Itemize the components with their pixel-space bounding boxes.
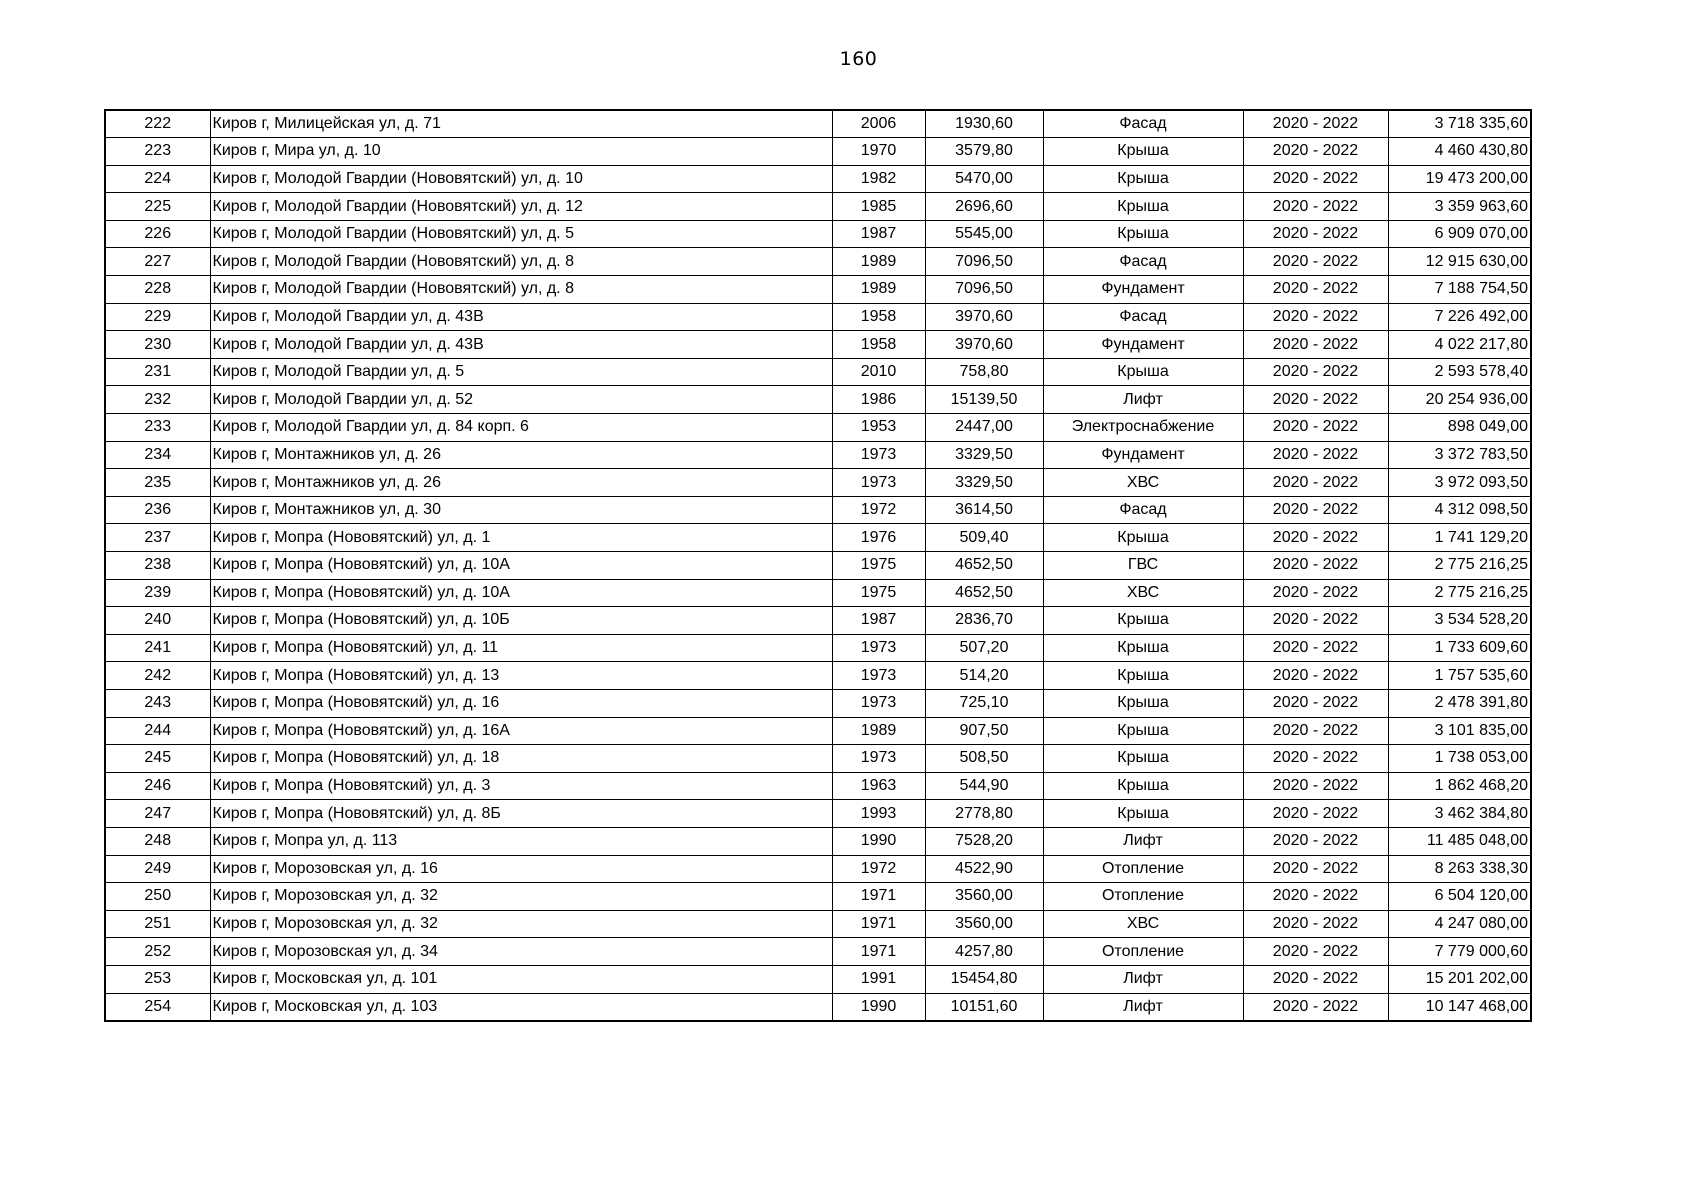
address-cell: Киров г, Мопра (Нововятский) ул, д. 11 xyxy=(210,634,832,662)
period-cell: 2020 - 2022 xyxy=(1243,855,1388,883)
area-cell: 3579,80 xyxy=(925,138,1043,166)
year-built-cell: 1973 xyxy=(832,441,925,469)
work-type-cell: Крыша xyxy=(1043,524,1243,552)
work-type-cell: Лифт xyxy=(1043,965,1243,993)
work-type-cell: Отопление xyxy=(1043,883,1243,911)
table-row xyxy=(105,855,1531,883)
row-number-cell: 231 xyxy=(105,358,210,386)
address-cell: Киров г, Монтажников ул, д. 26 xyxy=(210,441,832,469)
row-number-cell: 253 xyxy=(105,965,210,993)
address-cell: Киров г, Мопра (Нововятский) ул, д. 16А xyxy=(210,717,832,745)
address-cell: Киров г, Молодой Гвардии (Нововятский) ул, д. 12 xyxy=(210,193,832,221)
row-number-cell: 223 xyxy=(105,138,210,166)
row-number-cell: 237 xyxy=(105,524,210,552)
year-built-cell: 1985 xyxy=(832,193,925,221)
period-cell: 2020 - 2022 xyxy=(1243,138,1388,166)
address-cell: Киров г, Милицейская ул, д. 71 xyxy=(210,110,832,138)
work-type-cell: Крыша xyxy=(1043,165,1243,193)
period-cell: 2020 - 2022 xyxy=(1243,827,1388,855)
table-row xyxy=(105,524,1531,552)
area-cell: 4652,50 xyxy=(925,552,1043,580)
row-number-cell: 242 xyxy=(105,662,210,690)
year-built-cell: 1963 xyxy=(832,772,925,800)
table-row xyxy=(105,800,1531,828)
work-type-cell: ХВС xyxy=(1043,579,1243,607)
cost-cell: 3 462 384,80 xyxy=(1388,800,1531,828)
area-cell: 4652,50 xyxy=(925,579,1043,607)
period-cell: 2020 - 2022 xyxy=(1243,331,1388,359)
row-number-cell: 240 xyxy=(105,607,210,635)
period-cell: 2020 - 2022 xyxy=(1243,772,1388,800)
area-cell: 2696,60 xyxy=(925,193,1043,221)
table-row xyxy=(105,993,1531,1021)
cost-cell: 6 504 120,00 xyxy=(1388,883,1531,911)
table-row xyxy=(105,110,1531,138)
address-cell: Киров г, Морозовская ул, д. 32 xyxy=(210,883,832,911)
area-cell: 509,40 xyxy=(925,524,1043,552)
period-cell: 2020 - 2022 xyxy=(1243,745,1388,773)
row-number-cell: 235 xyxy=(105,469,210,497)
year-built-cell: 1987 xyxy=(832,607,925,635)
period-cell: 2020 - 2022 xyxy=(1243,469,1388,497)
period-cell: 2020 - 2022 xyxy=(1243,910,1388,938)
table-row xyxy=(105,634,1531,662)
year-built-cell: 2006 xyxy=(832,110,925,138)
cost-cell: 4 460 430,80 xyxy=(1388,138,1531,166)
table-row xyxy=(105,552,1531,580)
work-type-cell: Отопление xyxy=(1043,855,1243,883)
cost-cell: 1 738 053,00 xyxy=(1388,745,1531,773)
address-cell: Киров г, Молодой Гвардии ул, д. 5 xyxy=(210,358,832,386)
work-type-cell: Лифт xyxy=(1043,386,1243,414)
row-number-cell: 249 xyxy=(105,855,210,883)
area-cell: 3614,50 xyxy=(925,496,1043,524)
row-number-cell: 230 xyxy=(105,331,210,359)
year-built-cell: 1973 xyxy=(832,745,925,773)
work-type-cell: Фасад xyxy=(1043,496,1243,524)
table-row xyxy=(105,386,1531,414)
table-row xyxy=(105,938,1531,966)
work-type-cell: Крыша xyxy=(1043,689,1243,717)
area-cell: 7096,50 xyxy=(925,248,1043,276)
period-cell: 2020 - 2022 xyxy=(1243,165,1388,193)
year-built-cell: 1993 xyxy=(832,800,925,828)
year-built-cell: 1986 xyxy=(832,386,925,414)
table-row xyxy=(105,772,1531,800)
period-cell: 2020 - 2022 xyxy=(1243,579,1388,607)
cost-cell: 3 359 963,60 xyxy=(1388,193,1531,221)
table-row xyxy=(105,745,1531,773)
row-number-cell: 243 xyxy=(105,689,210,717)
address-cell: Киров г, Молодой Гвардии (Нововятский) ул, д. 10 xyxy=(210,165,832,193)
table-row xyxy=(105,331,1531,359)
address-cell: Киров г, Молодой Гвардии (Нововятский) ул, д. 8 xyxy=(210,248,832,276)
year-built-cell: 1973 xyxy=(832,689,925,717)
year-built-cell: 1971 xyxy=(832,938,925,966)
work-type-cell: Крыша xyxy=(1043,634,1243,662)
row-number-cell: 225 xyxy=(105,193,210,221)
address-cell: Киров г, Мопра (Нововятский) ул, д. 10Б xyxy=(210,607,832,635)
work-type-cell: Фундамент xyxy=(1043,441,1243,469)
address-cell: Киров г, Монтажников ул, д. 26 xyxy=(210,469,832,497)
area-cell: 15139,50 xyxy=(925,386,1043,414)
row-number-cell: 252 xyxy=(105,938,210,966)
cost-cell: 4 312 098,50 xyxy=(1388,496,1531,524)
area-cell: 3329,50 xyxy=(925,469,1043,497)
registry-table xyxy=(104,109,1532,1022)
row-number-cell: 244 xyxy=(105,717,210,745)
cost-cell: 1 862 468,20 xyxy=(1388,772,1531,800)
page-number: 160 xyxy=(839,48,878,70)
period-cell: 2020 - 2022 xyxy=(1243,496,1388,524)
cost-cell: 15 201 202,00 xyxy=(1388,965,1531,993)
address-cell: Киров г, Молодой Гвардии ул, д. 43В xyxy=(210,331,832,359)
table-row xyxy=(105,607,1531,635)
cost-cell: 2 478 391,80 xyxy=(1388,689,1531,717)
area-cell: 725,10 xyxy=(925,689,1043,717)
year-built-cell: 1990 xyxy=(832,827,925,855)
area-cell: 514,20 xyxy=(925,662,1043,690)
year-built-cell: 1975 xyxy=(832,552,925,580)
row-number-cell: 248 xyxy=(105,827,210,855)
address-cell: Киров г, Мопра (Нововятский) ул, д. 13 xyxy=(210,662,832,690)
cost-cell: 12 915 630,00 xyxy=(1388,248,1531,276)
period-cell: 2020 - 2022 xyxy=(1243,524,1388,552)
year-built-cell: 1958 xyxy=(832,331,925,359)
table-row xyxy=(105,138,1531,166)
cost-cell: 2 775 216,25 xyxy=(1388,579,1531,607)
period-cell: 2020 - 2022 xyxy=(1243,386,1388,414)
table-row xyxy=(105,441,1531,469)
period-cell: 2020 - 2022 xyxy=(1243,358,1388,386)
work-type-cell: Электроснабжение xyxy=(1043,414,1243,442)
area-cell: 4522,90 xyxy=(925,855,1043,883)
cost-cell: 20 254 936,00 xyxy=(1388,386,1531,414)
period-cell: 2020 - 2022 xyxy=(1243,414,1388,442)
table-row xyxy=(105,414,1531,442)
cost-cell: 7 226 492,00 xyxy=(1388,303,1531,331)
cost-cell: 3 534 528,20 xyxy=(1388,607,1531,635)
table-row xyxy=(105,910,1531,938)
row-number-cell: 241 xyxy=(105,634,210,662)
table-row xyxy=(105,827,1531,855)
year-built-cell: 1972 xyxy=(832,496,925,524)
area-cell: 3560,00 xyxy=(925,910,1043,938)
period-cell: 2020 - 2022 xyxy=(1243,993,1388,1021)
year-built-cell: 1971 xyxy=(832,883,925,911)
address-cell: Киров г, Мопра (Нововятский) ул, д. 3 xyxy=(210,772,832,800)
work-type-cell: ГВС xyxy=(1043,552,1243,580)
period-cell: 2020 - 2022 xyxy=(1243,552,1388,580)
cost-cell: 3 972 093,50 xyxy=(1388,469,1531,497)
address-cell: Киров г, Молодой Гвардии ул, д. 52 xyxy=(210,386,832,414)
year-built-cell: 1971 xyxy=(832,910,925,938)
row-number-cell: 234 xyxy=(105,441,210,469)
row-number-cell: 224 xyxy=(105,165,210,193)
address-cell: Киров г, Мопра (Нововятский) ул, д. 10А xyxy=(210,552,832,580)
work-type-cell: Крыша xyxy=(1043,220,1243,248)
work-type-cell: Фундамент xyxy=(1043,331,1243,359)
row-number-cell: 251 xyxy=(105,910,210,938)
cost-cell: 19 473 200,00 xyxy=(1388,165,1531,193)
area-cell: 7528,20 xyxy=(925,827,1043,855)
cost-cell: 1 741 129,20 xyxy=(1388,524,1531,552)
cost-cell: 2 775 216,25 xyxy=(1388,552,1531,580)
year-built-cell: 1987 xyxy=(832,220,925,248)
work-type-cell: Крыша xyxy=(1043,358,1243,386)
table-row xyxy=(105,303,1531,331)
row-number-cell: 233 xyxy=(105,414,210,442)
period-cell: 2020 - 2022 xyxy=(1243,883,1388,911)
year-built-cell: 1976 xyxy=(832,524,925,552)
work-type-cell: Крыша xyxy=(1043,772,1243,800)
row-number-cell: 227 xyxy=(105,248,210,276)
row-number-cell: 232 xyxy=(105,386,210,414)
address-cell: Киров г, Мопра (Нововятский) ул, д. 16 xyxy=(210,689,832,717)
table-row xyxy=(105,717,1531,745)
table-row xyxy=(105,358,1531,386)
period-cell: 2020 - 2022 xyxy=(1243,248,1388,276)
cost-cell: 6 909 070,00 xyxy=(1388,220,1531,248)
table-row xyxy=(105,689,1531,717)
table-row xyxy=(105,165,1531,193)
period-cell: 2020 - 2022 xyxy=(1243,689,1388,717)
cost-cell: 4 022 217,80 xyxy=(1388,331,1531,359)
address-cell: Киров г, Морозовская ул, д. 34 xyxy=(210,938,832,966)
period-cell: 2020 - 2022 xyxy=(1243,276,1388,304)
year-built-cell: 1975 xyxy=(832,579,925,607)
row-number-cell: 236 xyxy=(105,496,210,524)
address-cell: Киров г, Монтажников ул, д. 30 xyxy=(210,496,832,524)
year-built-cell: 1973 xyxy=(832,662,925,690)
year-built-cell: 1973 xyxy=(832,469,925,497)
year-built-cell: 1982 xyxy=(832,165,925,193)
row-number-cell: 228 xyxy=(105,276,210,304)
table-row xyxy=(105,220,1531,248)
table-row xyxy=(105,579,1531,607)
table-row xyxy=(105,248,1531,276)
table-row xyxy=(105,883,1531,911)
work-type-cell: Крыша xyxy=(1043,607,1243,635)
area-cell: 7096,50 xyxy=(925,276,1043,304)
row-number-cell: 246 xyxy=(105,772,210,800)
work-type-cell: Фасад xyxy=(1043,303,1243,331)
address-cell: Киров г, Молодой Гвардии (Нововятский) ул, д. 8 xyxy=(210,276,832,304)
row-number-cell: 238 xyxy=(105,552,210,580)
area-cell: 907,50 xyxy=(925,717,1043,745)
address-cell: Киров г, Молодой Гвардии ул, д. 84 корп. 6 xyxy=(210,414,832,442)
area-cell: 5470,00 xyxy=(925,165,1043,193)
area-cell: 3970,60 xyxy=(925,331,1043,359)
cost-cell: 1 733 609,60 xyxy=(1388,634,1531,662)
year-built-cell: 1973 xyxy=(832,634,925,662)
work-type-cell: Крыша xyxy=(1043,138,1243,166)
year-built-cell: 1972 xyxy=(832,855,925,883)
work-type-cell: Фундамент xyxy=(1043,276,1243,304)
row-number-cell: 247 xyxy=(105,800,210,828)
row-number-cell: 245 xyxy=(105,745,210,773)
cost-cell: 11 485 048,00 xyxy=(1388,827,1531,855)
area-cell: 10151,60 xyxy=(925,993,1043,1021)
area-cell: 5545,00 xyxy=(925,220,1043,248)
area-cell: 1930,60 xyxy=(925,110,1043,138)
area-cell: 15454,80 xyxy=(925,965,1043,993)
row-number-cell: 254 xyxy=(105,993,210,1021)
cost-cell: 2 593 578,40 xyxy=(1388,358,1531,386)
table-row xyxy=(105,276,1531,304)
table-row xyxy=(105,662,1531,690)
table-row xyxy=(105,965,1531,993)
address-cell: Киров г, Морозовская ул, д. 32 xyxy=(210,910,832,938)
work-type-cell: Крыша xyxy=(1043,745,1243,773)
registry-table-body xyxy=(105,110,1531,1021)
cost-cell: 1 757 535,60 xyxy=(1388,662,1531,690)
year-built-cell: 1991 xyxy=(832,965,925,993)
address-cell: Киров г, Молодой Гвардии (Нововятский) ул, д. 5 xyxy=(210,220,832,248)
address-cell: Киров г, Мопра (Нововятский) ул, д. 10А xyxy=(210,579,832,607)
period-cell: 2020 - 2022 xyxy=(1243,110,1388,138)
cost-cell: 10 147 468,00 xyxy=(1388,993,1531,1021)
period-cell: 2020 - 2022 xyxy=(1243,800,1388,828)
work-type-cell: Фасад xyxy=(1043,110,1243,138)
cost-cell: 3 101 835,00 xyxy=(1388,717,1531,745)
address-cell: Киров г, Молодой Гвардии ул, д. 43В xyxy=(210,303,832,331)
row-number-cell: 222 xyxy=(105,110,210,138)
cost-cell: 3 718 335,60 xyxy=(1388,110,1531,138)
work-type-cell: Лифт xyxy=(1043,993,1243,1021)
work-type-cell: ХВС xyxy=(1043,469,1243,497)
address-cell: Киров г, Московская ул, д. 101 xyxy=(210,965,832,993)
row-number-cell: 250 xyxy=(105,883,210,911)
address-cell: Киров г, Мопра (Нововятский) ул, д. 18 xyxy=(210,745,832,773)
period-cell: 2020 - 2022 xyxy=(1243,634,1388,662)
area-cell: 758,80 xyxy=(925,358,1043,386)
address-cell: Киров г, Морозовская ул, д. 16 xyxy=(210,855,832,883)
area-cell: 3560,00 xyxy=(925,883,1043,911)
period-cell: 2020 - 2022 xyxy=(1243,965,1388,993)
cost-cell: 7 779 000,60 xyxy=(1388,938,1531,966)
row-number-cell: 226 xyxy=(105,220,210,248)
period-cell: 2020 - 2022 xyxy=(1243,441,1388,469)
work-type-cell: ХВС xyxy=(1043,910,1243,938)
year-built-cell: 1989 xyxy=(832,276,925,304)
area-cell: 3329,50 xyxy=(925,441,1043,469)
period-cell: 2020 - 2022 xyxy=(1243,607,1388,635)
address-cell: Киров г, Московская ул, д. 103 xyxy=(210,993,832,1021)
year-built-cell: 2010 xyxy=(832,358,925,386)
cost-cell: 3 372 783,50 xyxy=(1388,441,1531,469)
area-cell: 4257,80 xyxy=(925,938,1043,966)
work-type-cell: Крыша xyxy=(1043,717,1243,745)
work-type-cell: Отопление xyxy=(1043,938,1243,966)
period-cell: 2020 - 2022 xyxy=(1243,303,1388,331)
row-number-cell: 239 xyxy=(105,579,210,607)
address-cell: Киров г, Мопра (Нововятский) ул, д. 8Б xyxy=(210,800,832,828)
period-cell: 2020 - 2022 xyxy=(1243,717,1388,745)
area-cell: 507,20 xyxy=(925,634,1043,662)
address-cell: Киров г, Мопра ул, д. 113 xyxy=(210,827,832,855)
work-type-cell: Лифт xyxy=(1043,827,1243,855)
area-cell: 2447,00 xyxy=(925,414,1043,442)
table-row xyxy=(105,496,1531,524)
year-built-cell: 1989 xyxy=(832,717,925,745)
work-type-cell: Крыша xyxy=(1043,193,1243,221)
year-built-cell: 1989 xyxy=(832,248,925,276)
area-cell: 508,50 xyxy=(925,745,1043,773)
period-cell: 2020 - 2022 xyxy=(1243,662,1388,690)
work-type-cell: Крыша xyxy=(1043,800,1243,828)
cost-cell: 8 263 338,30 xyxy=(1388,855,1531,883)
period-cell: 2020 - 2022 xyxy=(1243,938,1388,966)
year-built-cell: 1953 xyxy=(832,414,925,442)
table-row xyxy=(105,469,1531,497)
period-cell: 2020 - 2022 xyxy=(1243,193,1388,221)
cost-cell: 7 188 754,50 xyxy=(1388,276,1531,304)
year-built-cell: 1958 xyxy=(832,303,925,331)
year-built-cell: 1970 xyxy=(832,138,925,166)
area-cell: 544,90 xyxy=(925,772,1043,800)
address-cell: Киров г, Мира ул, д. 10 xyxy=(210,138,832,166)
work-type-cell: Крыша xyxy=(1043,662,1243,690)
cost-cell: 4 247 080,00 xyxy=(1388,910,1531,938)
area-cell: 2836,70 xyxy=(925,607,1043,635)
row-number-cell: 229 xyxy=(105,303,210,331)
table-row xyxy=(105,193,1531,221)
period-cell: 2020 - 2022 xyxy=(1243,220,1388,248)
year-built-cell: 1990 xyxy=(832,993,925,1021)
work-type-cell: Фасад xyxy=(1043,248,1243,276)
area-cell: 2778,80 xyxy=(925,800,1043,828)
address-cell: Киров г, Мопра (Нововятский) ул, д. 1 xyxy=(210,524,832,552)
cost-cell: 898 049,00 xyxy=(1388,414,1531,442)
area-cell: 3970,60 xyxy=(925,303,1043,331)
